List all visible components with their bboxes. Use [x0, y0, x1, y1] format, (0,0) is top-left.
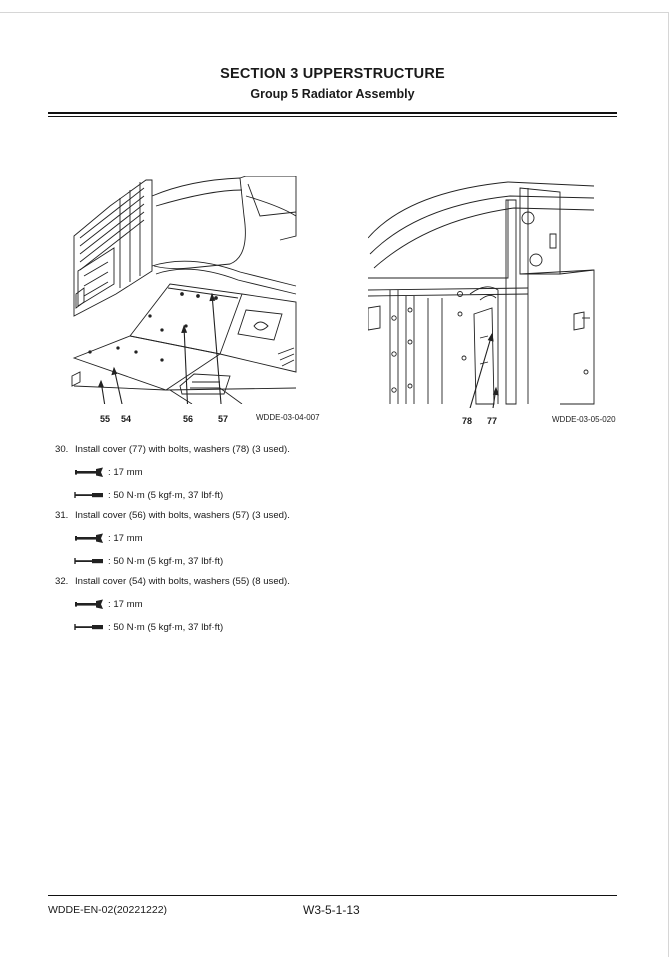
torque-spec-30 [74, 489, 223, 503]
header-rule-thin [48, 116, 617, 117]
figure-code-2: WDDE-03-05-020 [552, 415, 616, 424]
torque-value: : 50 N·m (5 kgf·m, 37 lbf·ft) [108, 490, 224, 501]
step-number: 30. [55, 444, 69, 455]
torque-spec-31 [74, 555, 223, 569]
torque-value: : 50 N·m (5 kgf·m, 37 lbf·ft) [108, 556, 224, 567]
torque-spec-32 [74, 621, 223, 635]
step-text: Install cover (56) with bolts, washers (57) (3 used). [75, 510, 290, 521]
wrench-size: : 17 mm [108, 467, 143, 478]
page-frame-right [668, 12, 669, 957]
step-text: Install cover (54) with bolts, washers (55) (8 used). [75, 576, 290, 587]
torque-wrench-icon [74, 556, 104, 566]
wrench-size: : 17 mm [108, 599, 143, 610]
callout-57: 57 [218, 414, 229, 424]
wrench-size: : 17 mm [108, 533, 143, 544]
wrench-spec-32 [74, 598, 143, 612]
step-32 [55, 576, 290, 587]
page-header [48, 66, 617, 101]
figure-radiator-cover [368, 178, 598, 408]
page-number: W3-5-1-13 [303, 903, 360, 917]
torque-wrench-icon [74, 622, 104, 632]
footer-rule [48, 895, 617, 896]
callout-56: 56 [183, 414, 194, 424]
callout-54: 54 [121, 414, 132, 424]
step-text: Install cover (77) with bolts, washers (78) (3 used). [75, 444, 290, 455]
torque-value: : 50 N·m (5 kgf·m, 37 lbf·ft) [108, 622, 224, 633]
callout-78: 78 [462, 416, 473, 426]
cover-plates-illustration [70, 176, 298, 404]
header-rule-thick [48, 112, 617, 114]
torque-wrench-icon [74, 490, 104, 500]
wrench-icon [74, 467, 104, 477]
wrench-spec-30 [74, 466, 143, 480]
figure-cover-plates [70, 176, 298, 404]
document-code: WDDE-EN-02(20221222) [48, 904, 168, 916]
figure-code-1: WDDE-03-04-007 [256, 413, 320, 422]
callout-77: 77 [487, 416, 498, 426]
radiator-cover-illustration [368, 178, 598, 408]
group-title: Group 5 Radiator Assembly [250, 87, 415, 101]
step-number: 32. [55, 576, 69, 587]
wrench-spec-31 [74, 532, 143, 546]
step-30 [55, 444, 290, 455]
page-frame-top [0, 12, 668, 13]
step-31 [55, 510, 290, 521]
wrench-icon [74, 533, 104, 543]
callout-55: 55 [100, 414, 111, 424]
wrench-icon [74, 599, 104, 609]
section-title: SECTION 3 UPPERSTRUCTURE [220, 66, 445, 82]
step-number: 31. [55, 510, 69, 521]
